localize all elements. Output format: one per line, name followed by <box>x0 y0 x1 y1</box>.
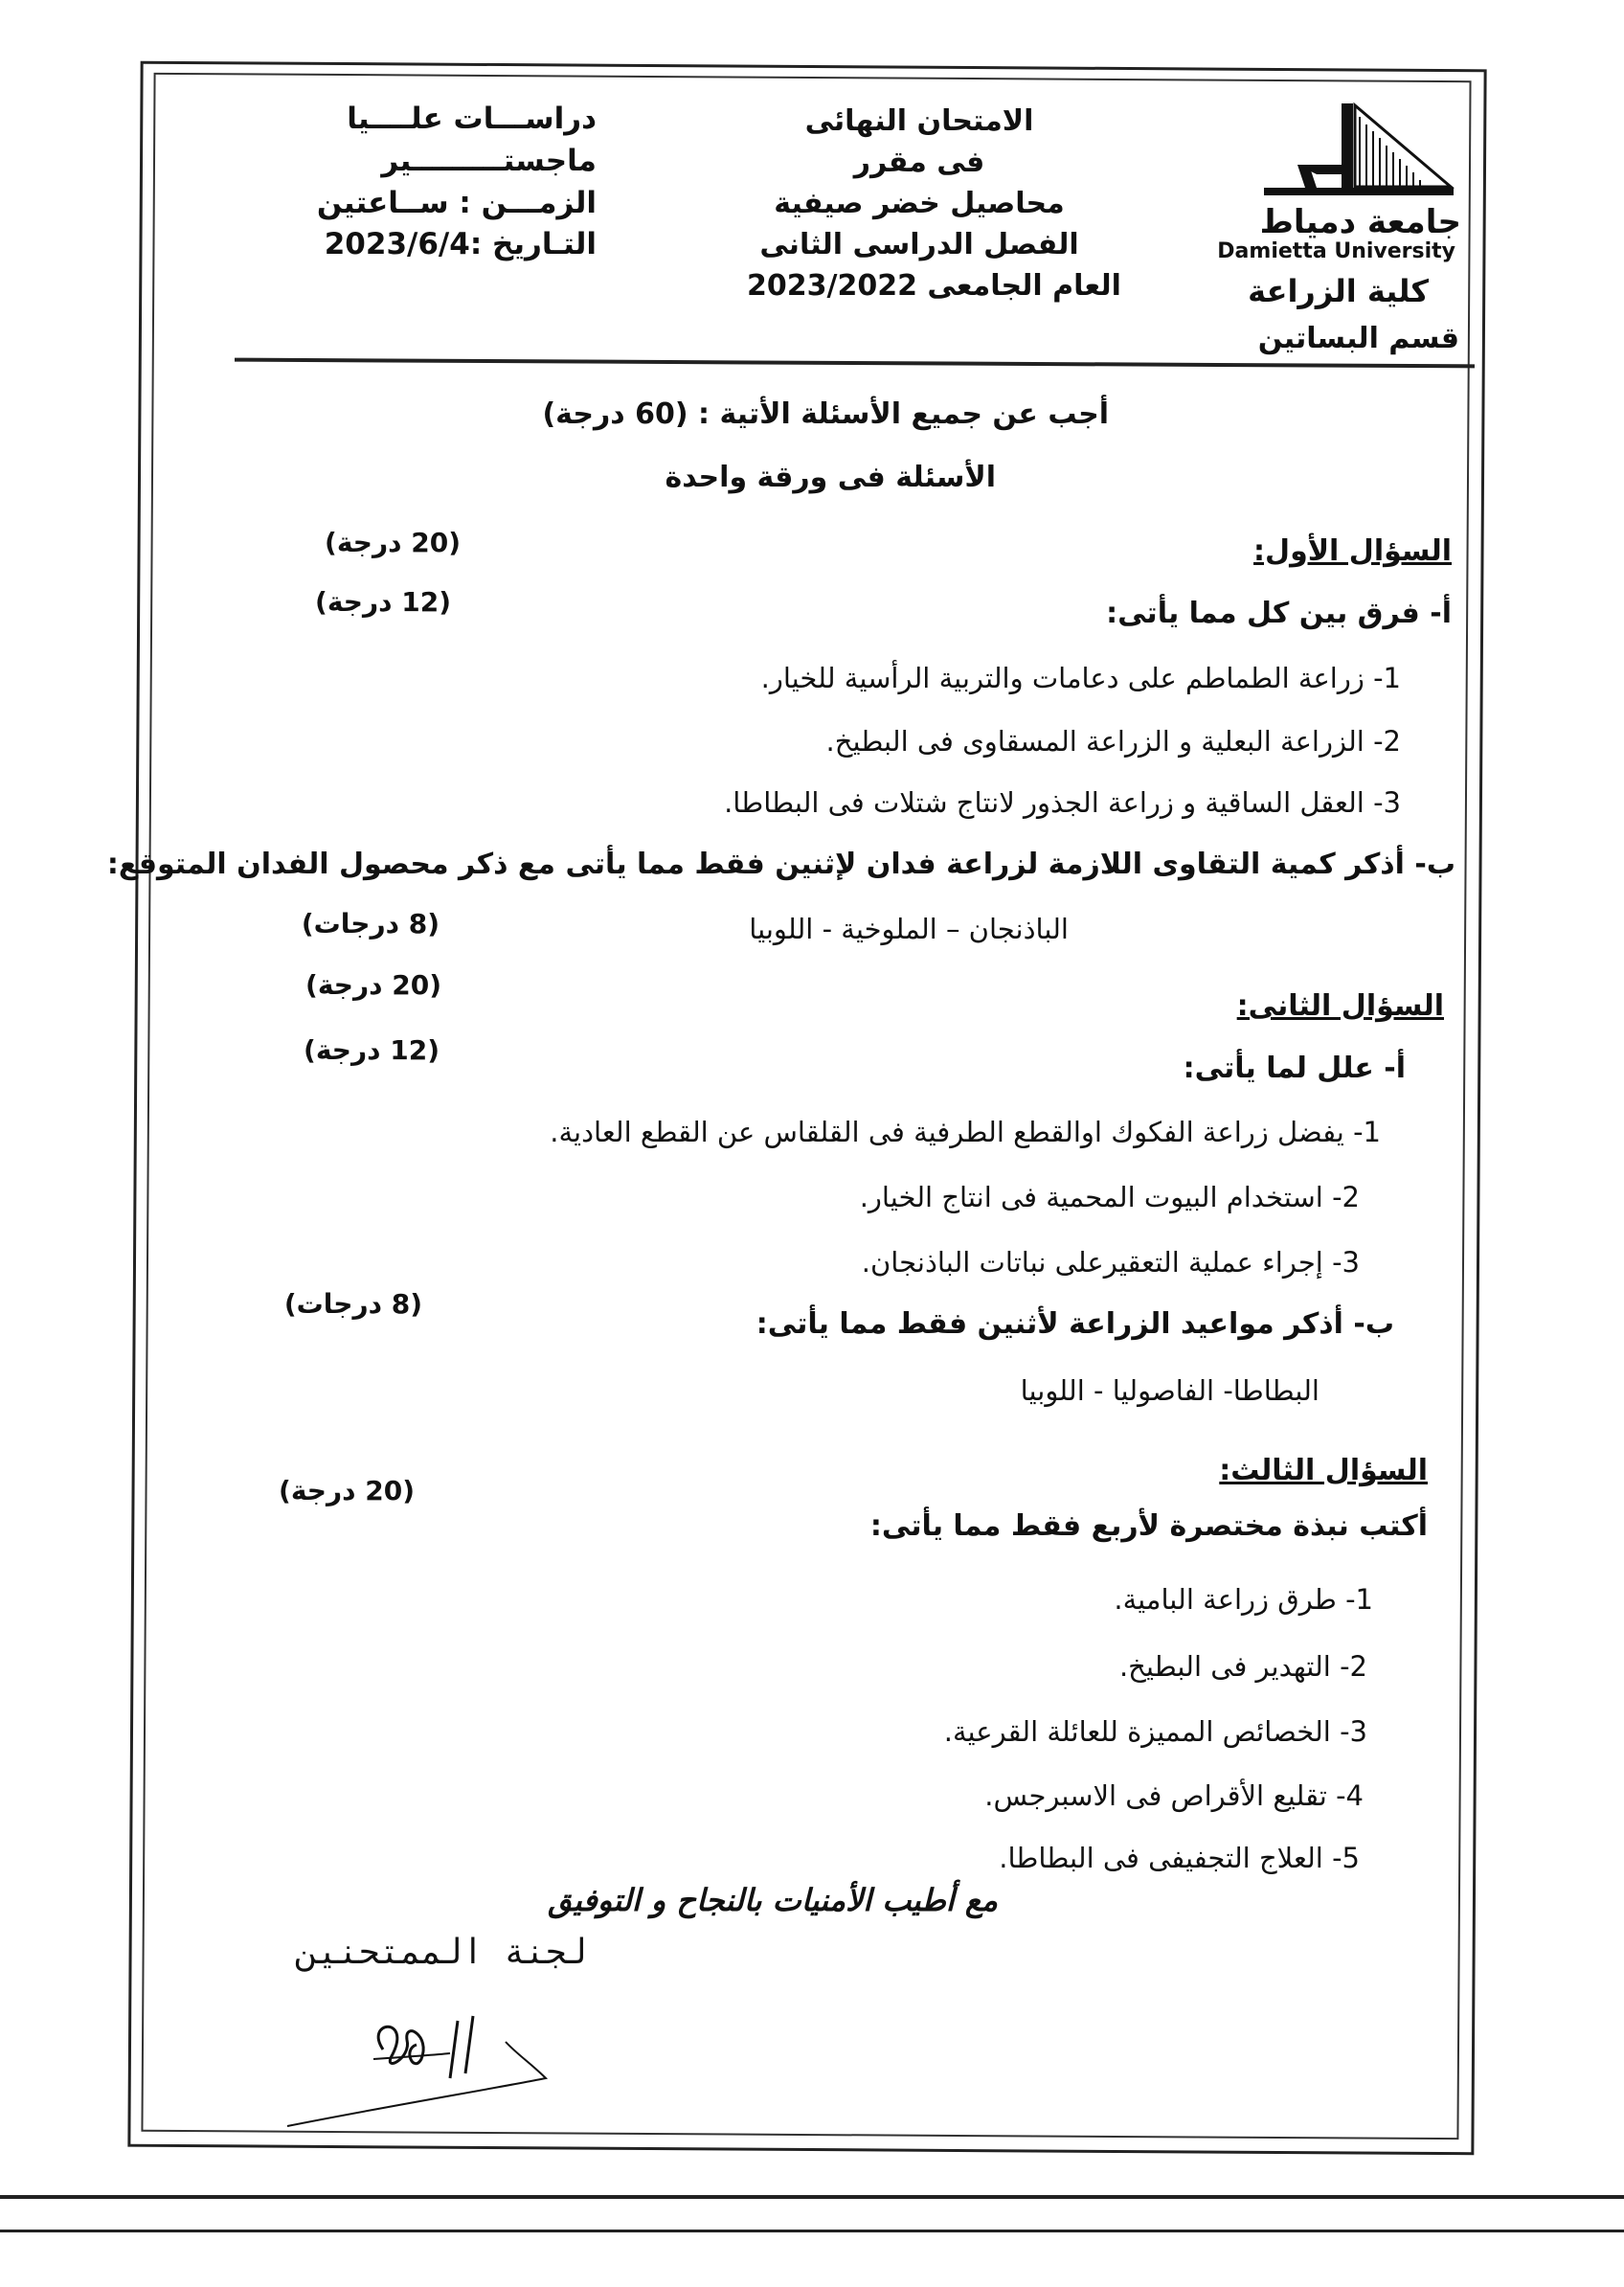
university-logo-icon <box>1259 96 1460 203</box>
q1-a-item-2: 2- الزراعة البعلية و الزراعة المسقاوى فى البطيخ. <box>825 725 1401 758</box>
page-border-inner <box>141 73 1471 2140</box>
q1-a-item-3: 3- العقل الساقية و زراعة الجذور لانتاج شتلات فى البطاطا. <box>724 786 1401 819</box>
university-name-en: Damietta University <box>1217 239 1455 263</box>
q3-title: السؤال الثالث: <box>1219 1454 1428 1487</box>
examiner-signature-icon <box>268 1982 575 2136</box>
q1-marks: (20 درجة) <box>325 527 461 558</box>
scan-edge-bars <box>0 2193 1624 2251</box>
course-intro: فى مقرر <box>853 146 985 179</box>
q1-part-b-crops: الباذنجان – الملوخية - اللوبيا <box>749 913 1069 945</box>
exam-duration: الزمـــن : ســاعتين <box>316 186 597 220</box>
q2-part-b-crops: البطاطا- الفاصوليا - اللوبيا <box>1020 1374 1320 1407</box>
q2-part-b-marks: (8 درجات) <box>283 1288 422 1320</box>
studies-label: دراســـات علــــيا <box>347 102 597 136</box>
closing-wishes: مع أطيب الأمنيات بالنجاح و التوفيق <box>548 1882 998 1918</box>
q3-marks: (20 درجة) <box>279 1475 415 1506</box>
q2-marks: (20 درجة) <box>305 969 441 1001</box>
q1-part-a-label: أ- فرق بين كل مما يأتى: <box>1106 597 1452 630</box>
instructions-answer-all: أجب عن جميع الأسئلة الأتية : (60 درجة) <box>542 397 1109 431</box>
course-name: محاصيل خضر صيفية <box>774 187 1065 220</box>
q2-part-b-label: ب- أذكر مواعيد الزراعة لأثنين فقط مما يأتى: <box>756 1307 1394 1341</box>
semester: الفصل الدراسى الثانى <box>759 228 1079 261</box>
q2-title: السؤال الثانى: <box>1236 989 1444 1023</box>
q1-part-b-label: ب- أذكر كمية التقاوى اللازمة لزراعة فدان لإثنين فقط مما يأتى مع ذكر محصول الفدان المتوقع: <box>106 848 1455 881</box>
department-name: قسم البساتين <box>1257 322 1459 355</box>
q3-item-2: 2- التهدير فى البطيخ. <box>1118 1650 1367 1683</box>
q3-item-4: 4- تقليع الأقراص فى الاسبرجس. <box>984 1779 1364 1812</box>
exam-title: الامتحان النهائى <box>804 104 1034 138</box>
exam-title-block <box>747 101 1121 306</box>
academic-year: العام الجامعى 2023/2022 <box>747 269 1121 303</box>
q1-part-a-marks: (12 درجة) <box>315 586 451 618</box>
q1-a-item-1: 1- زراعة الطماطم على دعامات والتربية الرأسية للخيار. <box>760 662 1401 694</box>
q1-title: السؤال الأول: <box>1253 534 1452 568</box>
q2-part-a-marks: (12 درجة) <box>304 1034 440 1066</box>
exam-date: التـاريخ :2023/6/4 <box>324 227 597 261</box>
q1-part-b-marks: (8 درجات) <box>301 908 440 940</box>
q2-a-item-2: 2- استخدام البيوت المحمية فى انتاج الخيار. <box>859 1181 1360 1213</box>
examiners-committee: لجنة الممتحنين <box>296 1933 587 1972</box>
instructions-one-paper: الأسئلة فى ورقة واحدة <box>665 461 996 494</box>
q3-label: أكتب نبذة مختصرة لأربع فقط مما يأتى: <box>869 1509 1428 1543</box>
degree-label: ماجستـــــــــير <box>381 144 597 178</box>
q2-part-a-label: أ- علل لما يأتى: <box>1183 1052 1406 1085</box>
q3-item-3: 3- الخصائص المميزة للعائلة القرعية. <box>943 1715 1367 1748</box>
q2-a-item-3: 3- إجراء عملية التعقيرعلى نباتات الباذنجان. <box>861 1246 1360 1279</box>
q3-item-1: 1- طرق زراعة البامية. <box>1114 1583 1373 1616</box>
q3-item-5: 5- العلاج التجفيفى فى البطاطا. <box>999 1842 1360 1874</box>
faculty-name: كلية الزراعة <box>1248 273 1429 309</box>
university-name-ar: جامعة دمياط <box>1259 203 1461 241</box>
q2-a-item-1: 1- يفضل زراعة الفكوك اوالقطع الطرفية فى القلقاس عن القطع العادية. <box>550 1116 1381 1148</box>
